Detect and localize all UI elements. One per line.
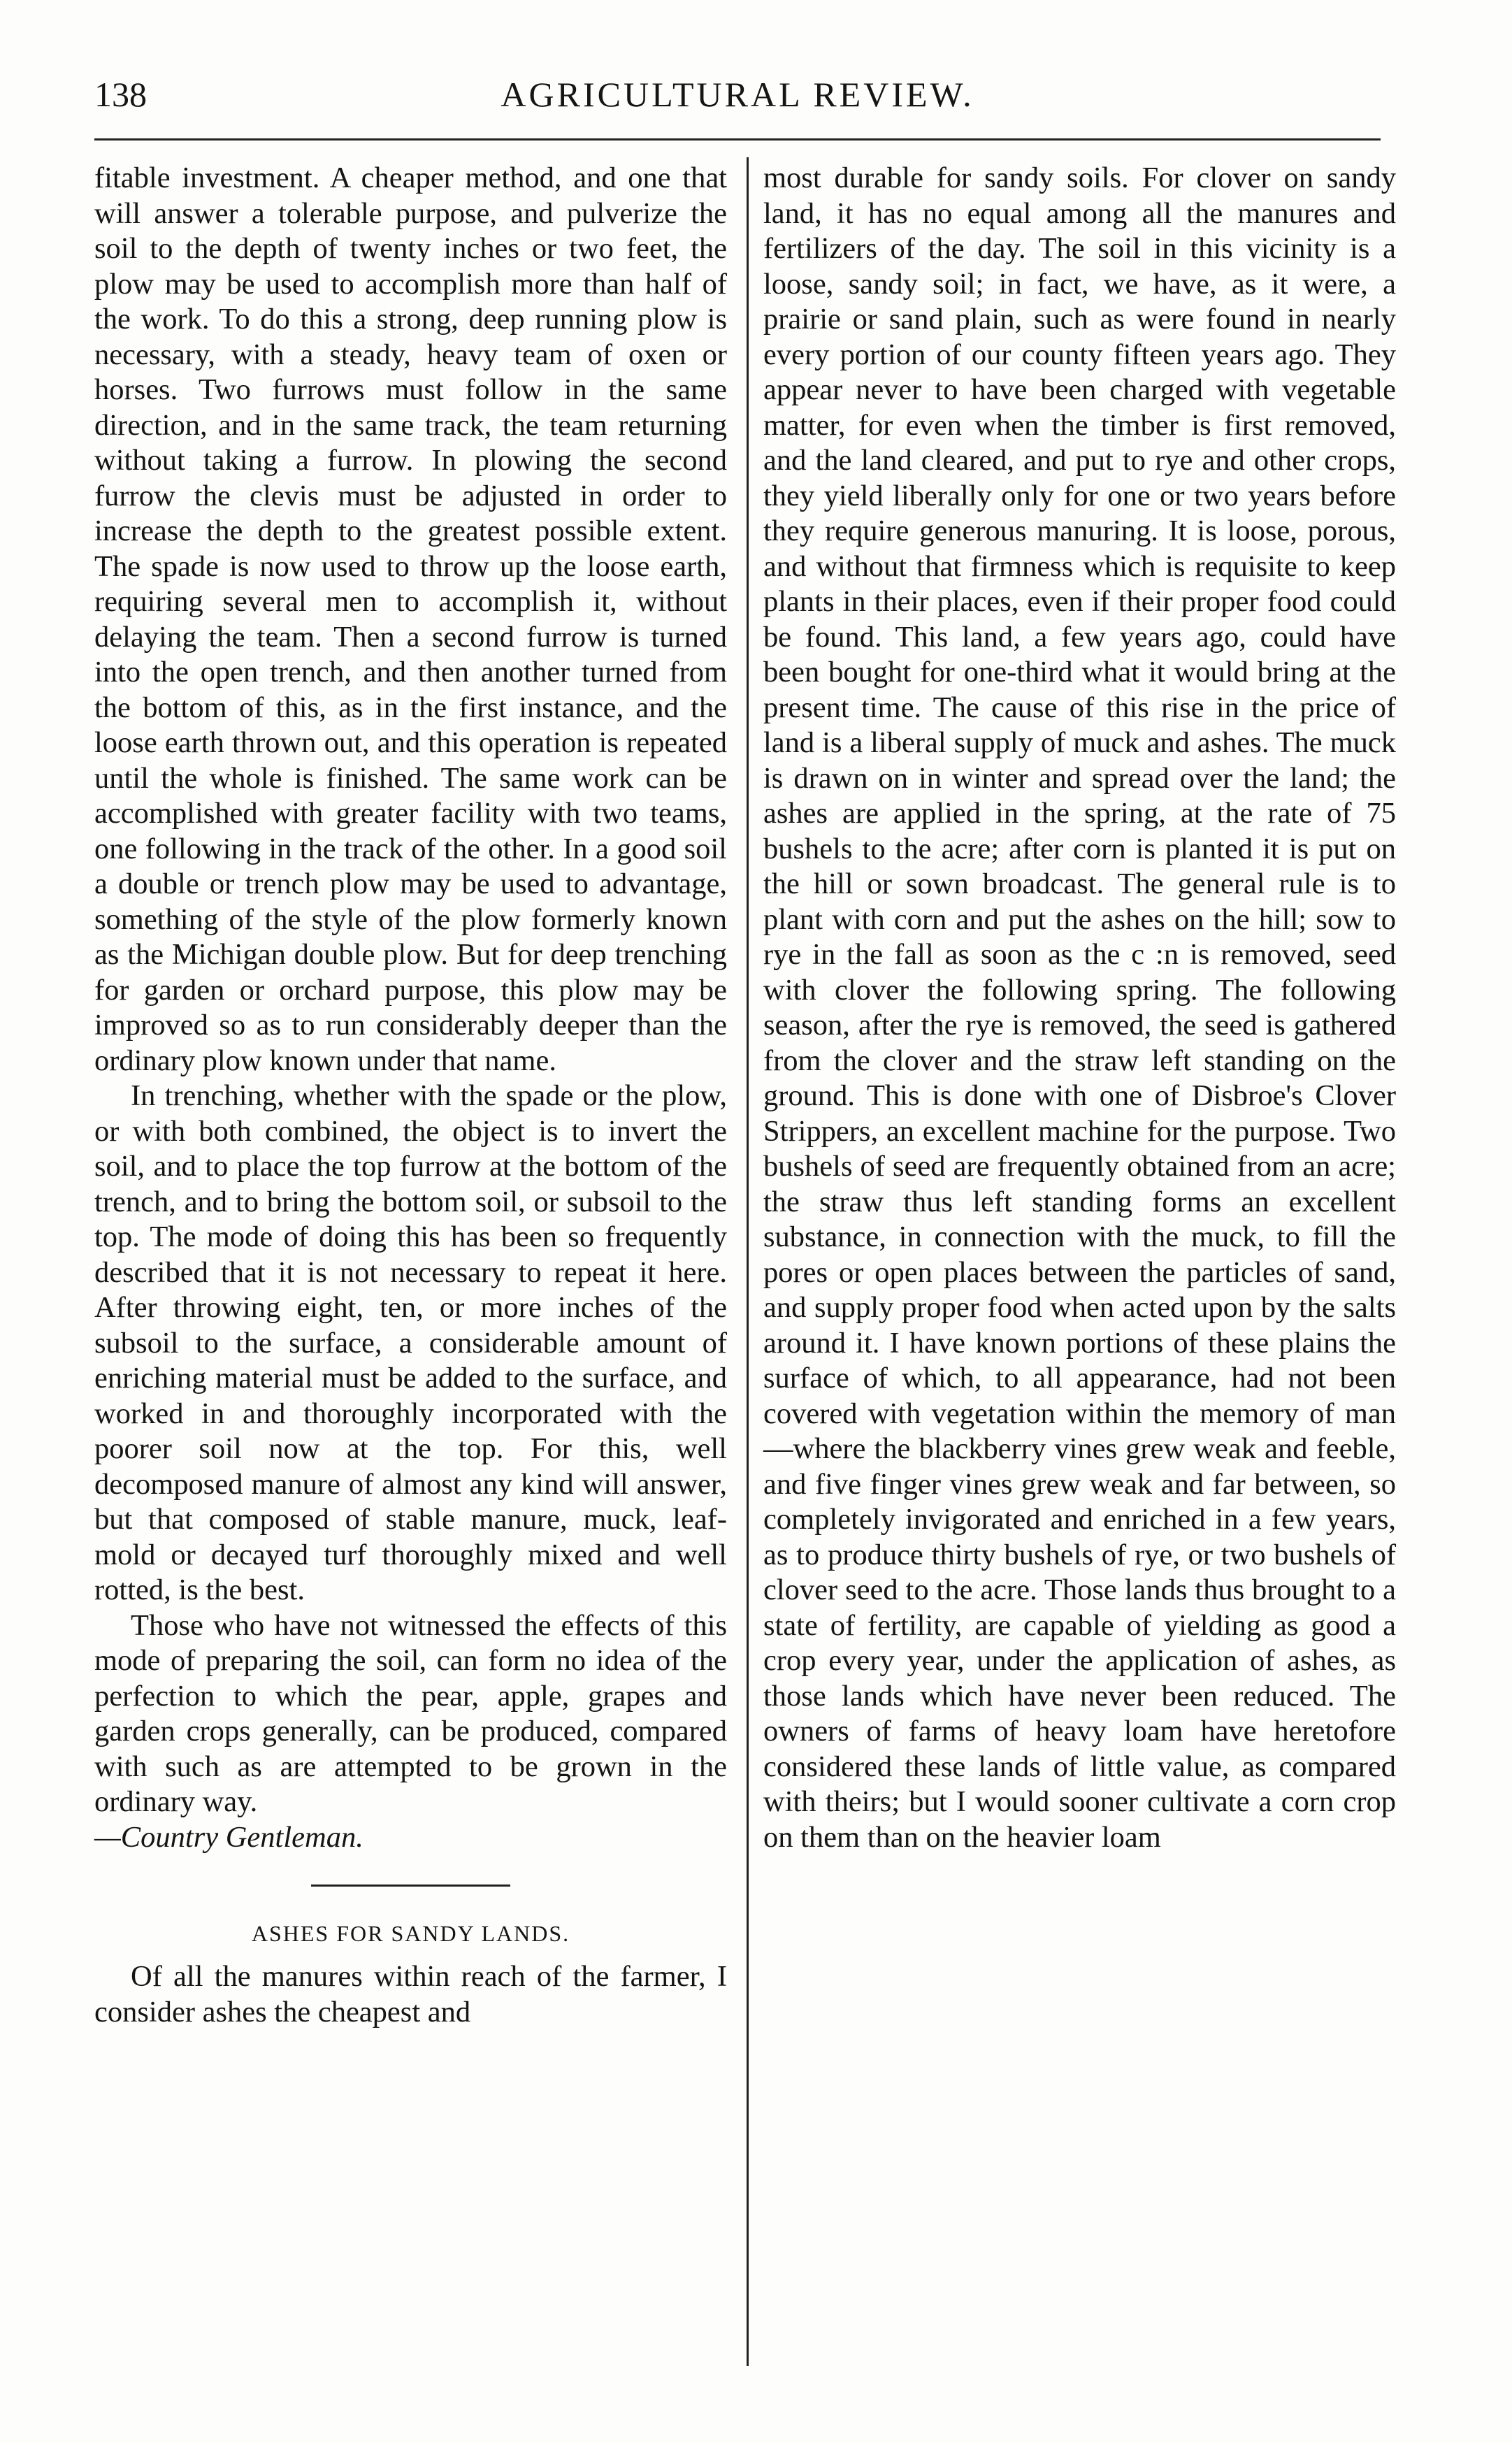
header-rule (94, 138, 1381, 140)
paragraph: Of all the manures within reach of the farmer, I consider ashes the cheapest and (94, 1960, 727, 2028)
running-title: AGRICULTURAL REVIEW. (501, 75, 974, 114)
page-number: 138 (94, 75, 147, 114)
left-column (94, 161, 727, 2030)
right-column (763, 161, 1396, 1855)
paragraph: most durable for sandy soils. For clover on sandy land, it has no equal among all the manures and fertilizers of the day. The soil in this vicinity is a loose, sandy soil; in fact, we have, as it were, a prairie or sand plain, such as were found in nearly every portion of our county fifteen years ago. They appear never to have been charged with vegetable matter, for even when the timber is first removed, and the land cleared, and put to rye and other crops, they yield liberally only for one or two years before they require generous manuring. It is loose, porous, and without that firmness which is requisite to keep plants in their places, even if their proper food could be found. This land, a few years ago, could have been bought for one-third what it would bring at the present time. The cause of this rise in the price of land is a liberal supply of muck and ashes. The muck is drawn on in winter and spread over the land; the ashes are applied in the spring, at the rate of 75 bushels to the acre; after corn is planted it is put on the hill or sown broadcast. The general rule is to plant with corn and put the ashes on the hill; sow to rye in the fall as soon as the c :n is removed, seed with clover the following spring. The following season, after the rye is removed, the seed is gathered from the clover and the straw left standing on the ground. This is done with one of Disbroe's Clover Strippers, an excellent machine for the purpose. Two bushels of seed are frequently obtained from an acre; the straw thus left standing forms an excellent substance, in connection with the muck, to fill the pores or open places between the particles of sand, and supply proper food when acted upon by the salts around it. I have known portions of these plains the surface of which, to all appearance, had not been covered with vegetation within the memory of man—where the blackberry vines grew weak and feeble, and five finger vines grew weak and far between, so completely invigorated and enriched in a few years, as to produce thirty bushels of rye, or two bushels of clover seed to the acre. Those lands thus brought to a state of fertility, are capable of yielding as good a crop every year, under the application of ashes, as those lands which have never been reduced. The owners of farms of heavy loam have heretofore considered these lands of little value, as compared with theirs; but I would sooner cultivate a corn crop on them than on the heavier loam (763, 161, 1396, 1854)
column-divider (747, 157, 749, 2366)
paragraph: fitable investment. A cheaper method, and one that will answer a tolerable purpose, and pulverize the soil to the depth of twenty inches or two feet, the plow may be used to accomplish more than half of the work. To do this a strong, deep running plow is necessary, with a steady, heavy team of oxen or horses. Two furrows must follow in the same direction, and in the same track, the team returning without taking a furrow. In plowing the second furrow the clevis must be adjusted in order to increase the depth to the greatest possible extent. The spade is now used to throw up the loose earth, requiring several men to accomplish it, without delaying the team. Then a second furrow is turned into the open trench, and then another turned from the bottom of this, as in the first instance, and the loose earth thrown out, and this operation is repeated until the whole is finished. The same work can be accomplished with greater facility with two teams, one following in the track of the other. In a good soil a double or trench plow may be used to advantage, something of the style of the plow formerly known as the Michigan double plow. But for deep trenching for garden or orchard purpose, this plow may be improved so as to run considerably deeper than the ordinary plow known under that name. (94, 161, 727, 1077)
paragraph: In trenching, whether with the spade or the plow, or with both combined, the object is to invert the soil, and to place the top furrow at the bottom of the trench, and to bring the bottom soil, or subsoil to the top. The mode of doing this has been so frequently described that it is not necessary to repeat it here. After throwing eight, ten, or more inches of the subsoil to the surface, a considerable amount of enriching material must be added to the surface, and worked in and thoroughly incorporated with the poorer soil now at the top. For this, well decomposed manure of almost any kind will answer, but that composed of stable manure, muck, leaf-mold or decayed turf thoroughly mixed and well rotted, is the best. (94, 1079, 727, 1606)
page-header (94, 66, 1381, 129)
section-divider (311, 1885, 510, 1887)
source-credit: —Country Gentleman. (94, 1820, 363, 1854)
paragraph: Those who have not witnessed the effects of this mode of preparing the soil, can form no idea of the perfection to which the pear, apple, grapes and garden crops generally, can be produced, compared with such as are attempted to be grown in the ordinary way. (94, 1608, 727, 1818)
section-heading: ASHES FOR SANDY LANDS. (251, 1921, 570, 1946)
